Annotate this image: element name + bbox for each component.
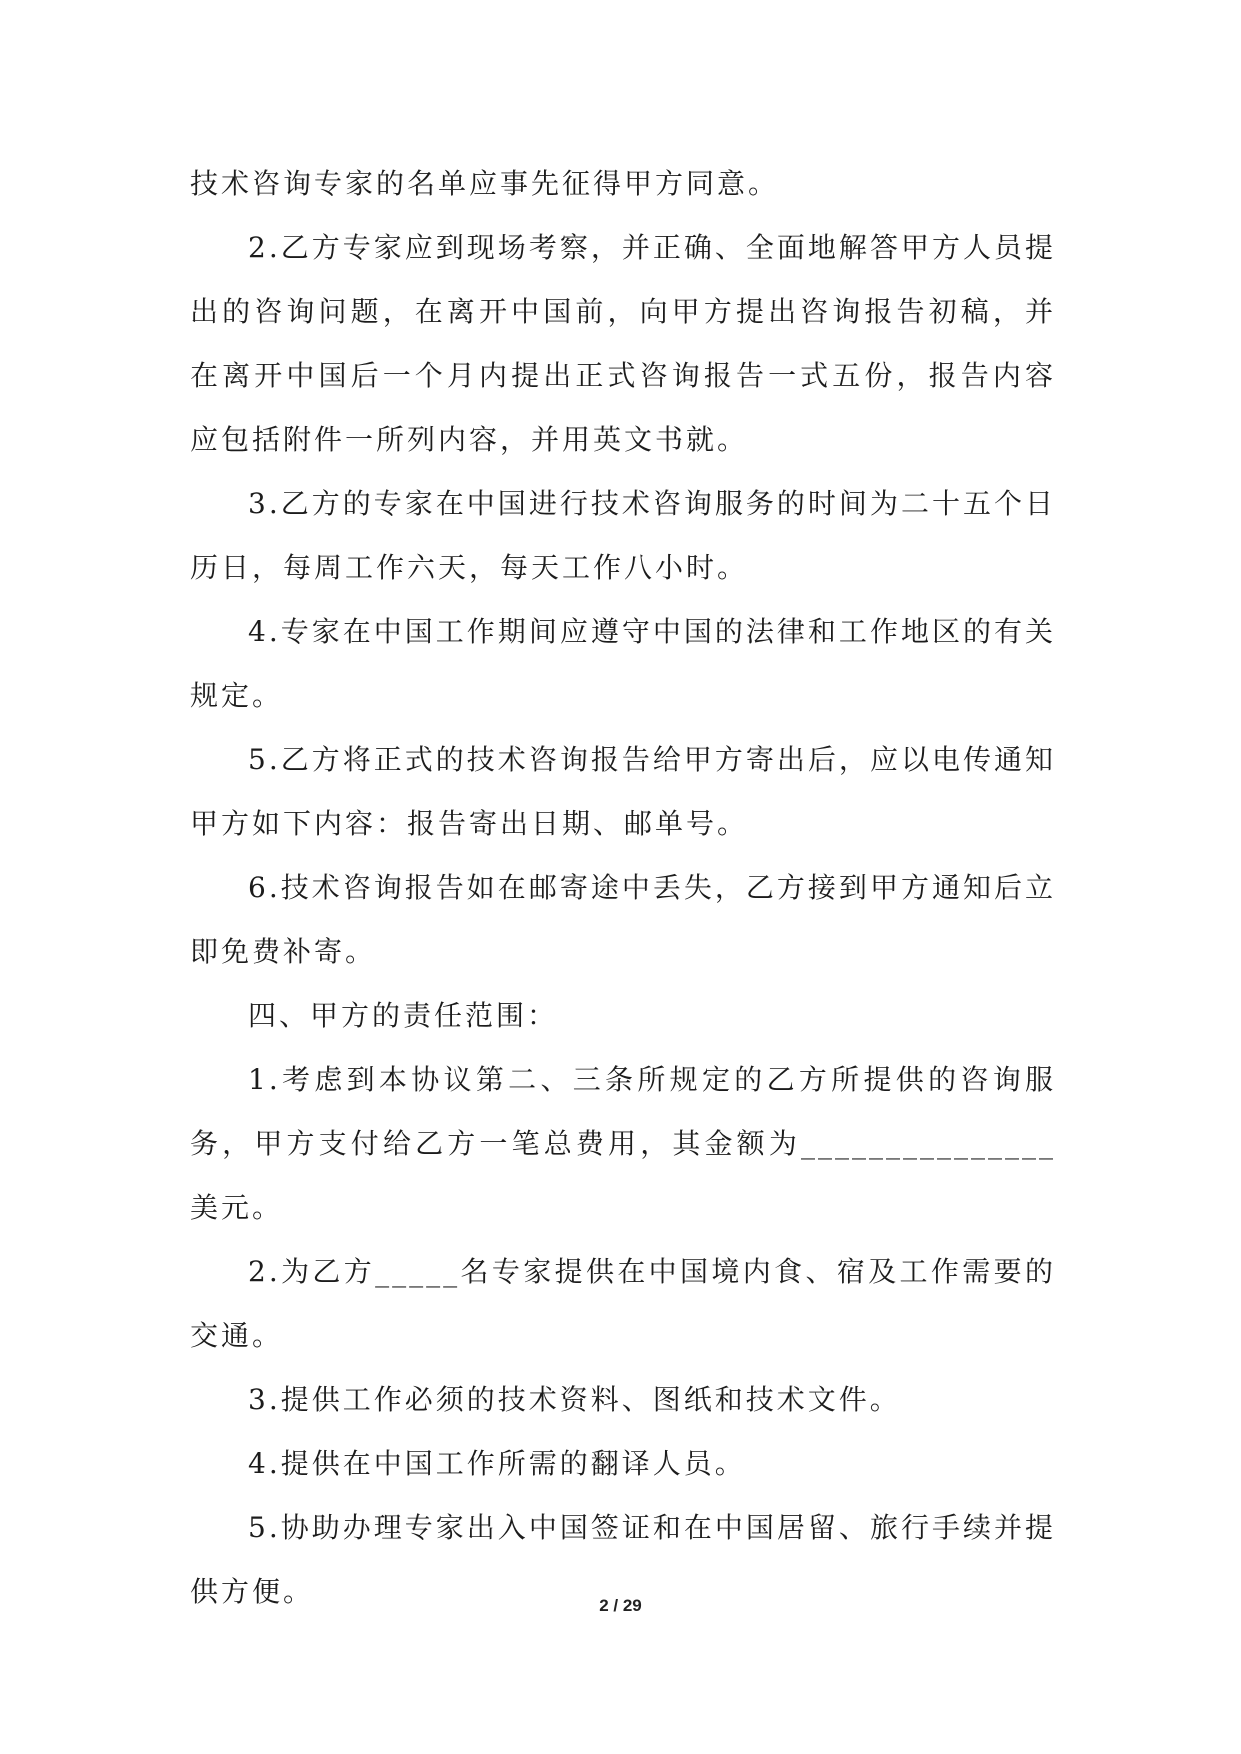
section-heading: 四、甲方的责任范围：: [248, 999, 559, 1032]
paragraph: 4.提供在中国工作所需的翻译人员。: [248, 1447, 746, 1480]
body-text: [190, 152, 1056, 1624]
paragraph: 2.为乙方_____名专家提供在中国境内食、宿及工作需要的交通。: [190, 1255, 1056, 1352]
paragraph: 3.提供工作必须的技术资料、图纸和技术文件。: [248, 1383, 901, 1416]
paragraph: 3.乙方的专家在中国进行技术咨询服务的时间为二十五个日历日，每周工作六天，每天工作八小时。: [190, 487, 1056, 584]
paragraph: 1.考虑到本协议第二、三条所规定的乙方所提供的咨询服务，甲方支付给乙方一笔总费用，其金额为_______________美元。: [190, 1063, 1056, 1224]
paragraph: 技术咨询专家的名单应事先征得甲方同意。: [190, 167, 780, 200]
paragraph: 5.协助办理专家出入中国签证和在中国居留、旅行手续并提供方便。: [190, 1511, 1056, 1608]
paragraph: 4.专家在中国工作期间应遵守中国的法律和工作地区的有关规定。: [190, 615, 1056, 712]
paragraph: 2.乙方专家应到现场考察，并正确、全面地解答甲方人员提出的咨询问题，在离开中国前，向甲方提出咨询报告初稿，并在离开中国后一个月内提出正式咨询报告一式五份，报告内容应包括附件一所列内容，并用英文书就。: [190, 231, 1056, 456]
page-number: 2 / 29: [599, 1596, 642, 1615]
paragraph: 6.技术咨询报告如在邮寄途中丢失，乙方接到甲方通知后立即免费补寄。: [190, 871, 1056, 968]
paragraph: 5.乙方将正式的技术咨询报告给甲方寄出后，应以电传通知甲方如下内容：报告寄出日期、邮单号。: [190, 743, 1056, 840]
